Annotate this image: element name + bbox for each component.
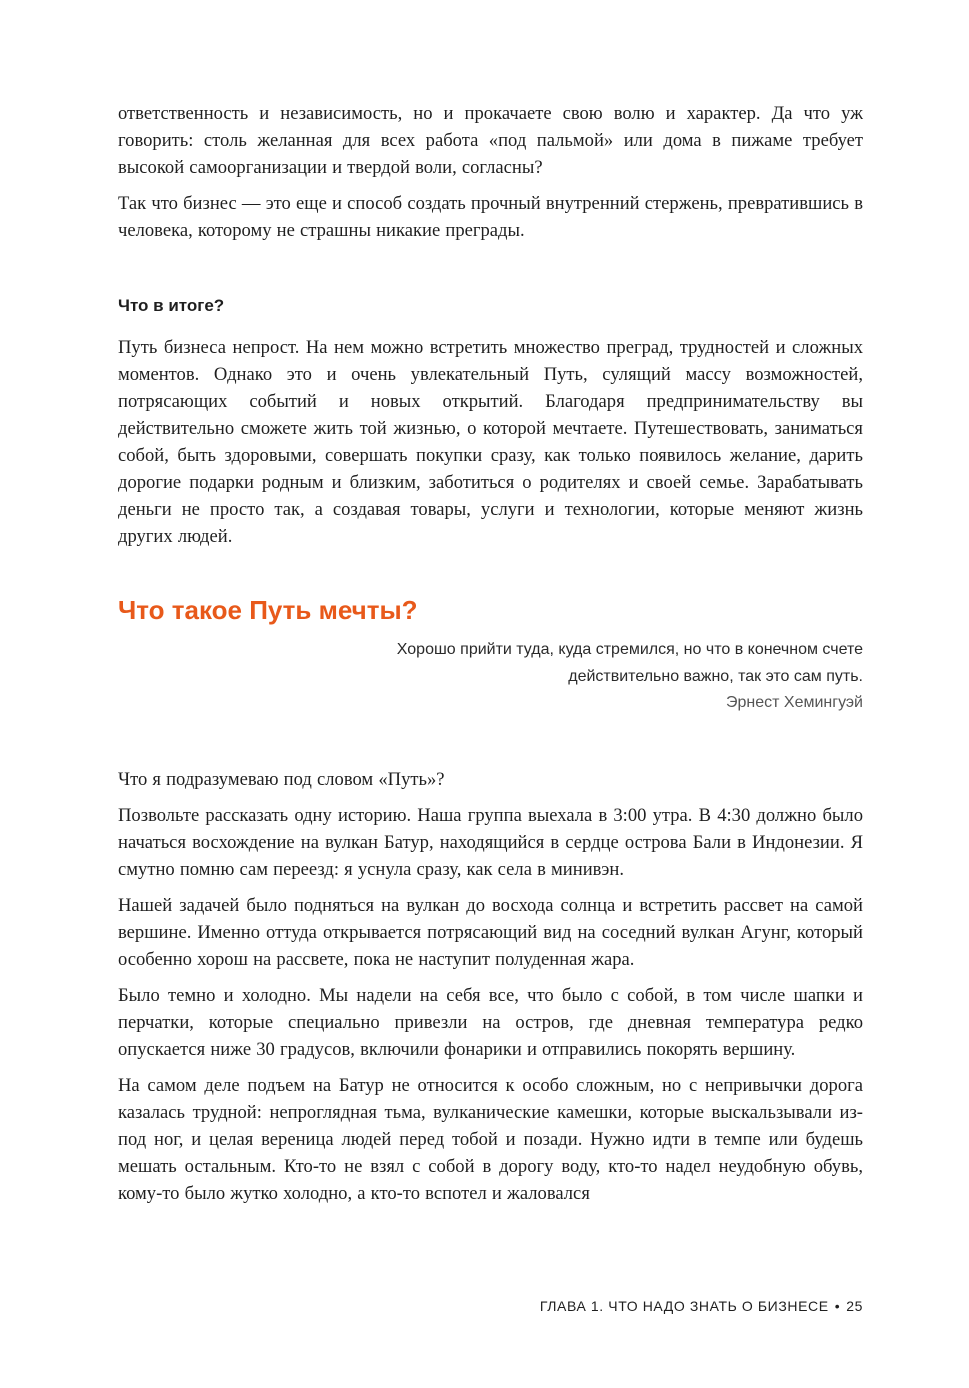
- section-paragraph-1: Что я подразумеваю под словом «Путь»?: [118, 769, 445, 790]
- footer-chapter: ГЛАВА 1. ЧТО НАДО ЗНАТЬ О БИЗНЕСЕ: [539, 1298, 829, 1314]
- summary-heading: Что в итоге?: [118, 296, 225, 315]
- intro-paragraph-2: Так что бизнес — это еще и способ создать прочный внутренний стержень, превратившись в человека, которому не страшны никакие преграды.: [118, 193, 863, 241]
- section-paragraph-3: Нашей задачей было подняться на вулкан до восхода солнца и встретить рассвет на самой вершине. Именно оттуда открывается потрясающий вид на соседний вулкан Агунг, который особенно хорош на рассвете, пока не наступит полуденная жара.: [118, 895, 863, 970]
- epigraph-author: Эрнест Хемингуэй: [725, 694, 863, 711]
- section-paragraph-2: Позвольте рассказать одну историю. Наша группа выехала в 3:00 утра. В 4:30 должно было начаться восхождение на вулкан Батур, находящийся в сердце острова Бали в Индонезии. Я смутно помню сам переезд: я уснула сразу, как села в минивэн.: [118, 805, 863, 880]
- section-title: Что такое Путь мечты?: [118, 595, 418, 625]
- section-paragraph-4: Было темно и холодно. Мы надели на себя все, что было с собой, в том числе шапки и перчатки, которые специально привезли на остров, где дневная температура редко опускается ниже 30 градусов, включили фонарики и отправились покорять вершину.: [118, 985, 863, 1060]
- page-number: 25: [846, 1298, 863, 1314]
- epigraph-line-2: действительно важно, так это сам путь.: [568, 668, 863, 685]
- summary-paragraph: Путь бизнеса непрост. На нем можно встретить множество преград, трудностей и сложных моментов. Однако это и очень увлекательный Путь, сулящий массу возможностей, потрясающих событий и новых открытий. Благодаря предпринимательству вы действительно сможете жить той жизнью, о которой мечтаете. Путешествовать, заниматься собой, быть здоровыми, совершать покупки сразу, как только появилось желание, дарить дорогие подарки родным и близким, заботиться о родителях и своей семье. Зарабатывать деньги не просто так, а создавая товары, услуги и технологии, которые меняют жизнь других людей.: [118, 337, 863, 547]
- intro-paragraph-1: ответственность и независимость, но и прокачаете свою волю и характер. Да что уж говорить: столь желанная для всех работа «под пальмой» или дома в пижаме требует высокой самоорганизации и твердой воли, согласны?: [118, 103, 863, 178]
- section-paragraph-5: На самом деле подъем на Батур не относится к особо сложным, но с непривычки дорога казалась трудной: непроглядная тьма, вулканические камешки, которые выскальзывали из-под ног, и целая вереница людей перед тобой и позади. Нужно идти в темпе или будешь мешать остальным. Кто-то не взял с собой в дорогу воду, кто-то надел неудобную обувь, кому-то было жутко холодно, а кто-то вспотел и жаловался: [118, 1075, 863, 1204]
- footer-separator: •: [834, 1298, 841, 1314]
- page-content: [118, 100, 863, 1216]
- page-footer: [540, 1298, 863, 1314]
- epigraph-line-1: Хорошо прийти туда, куда стремился, но что в конечном счете: [396, 641, 863, 658]
